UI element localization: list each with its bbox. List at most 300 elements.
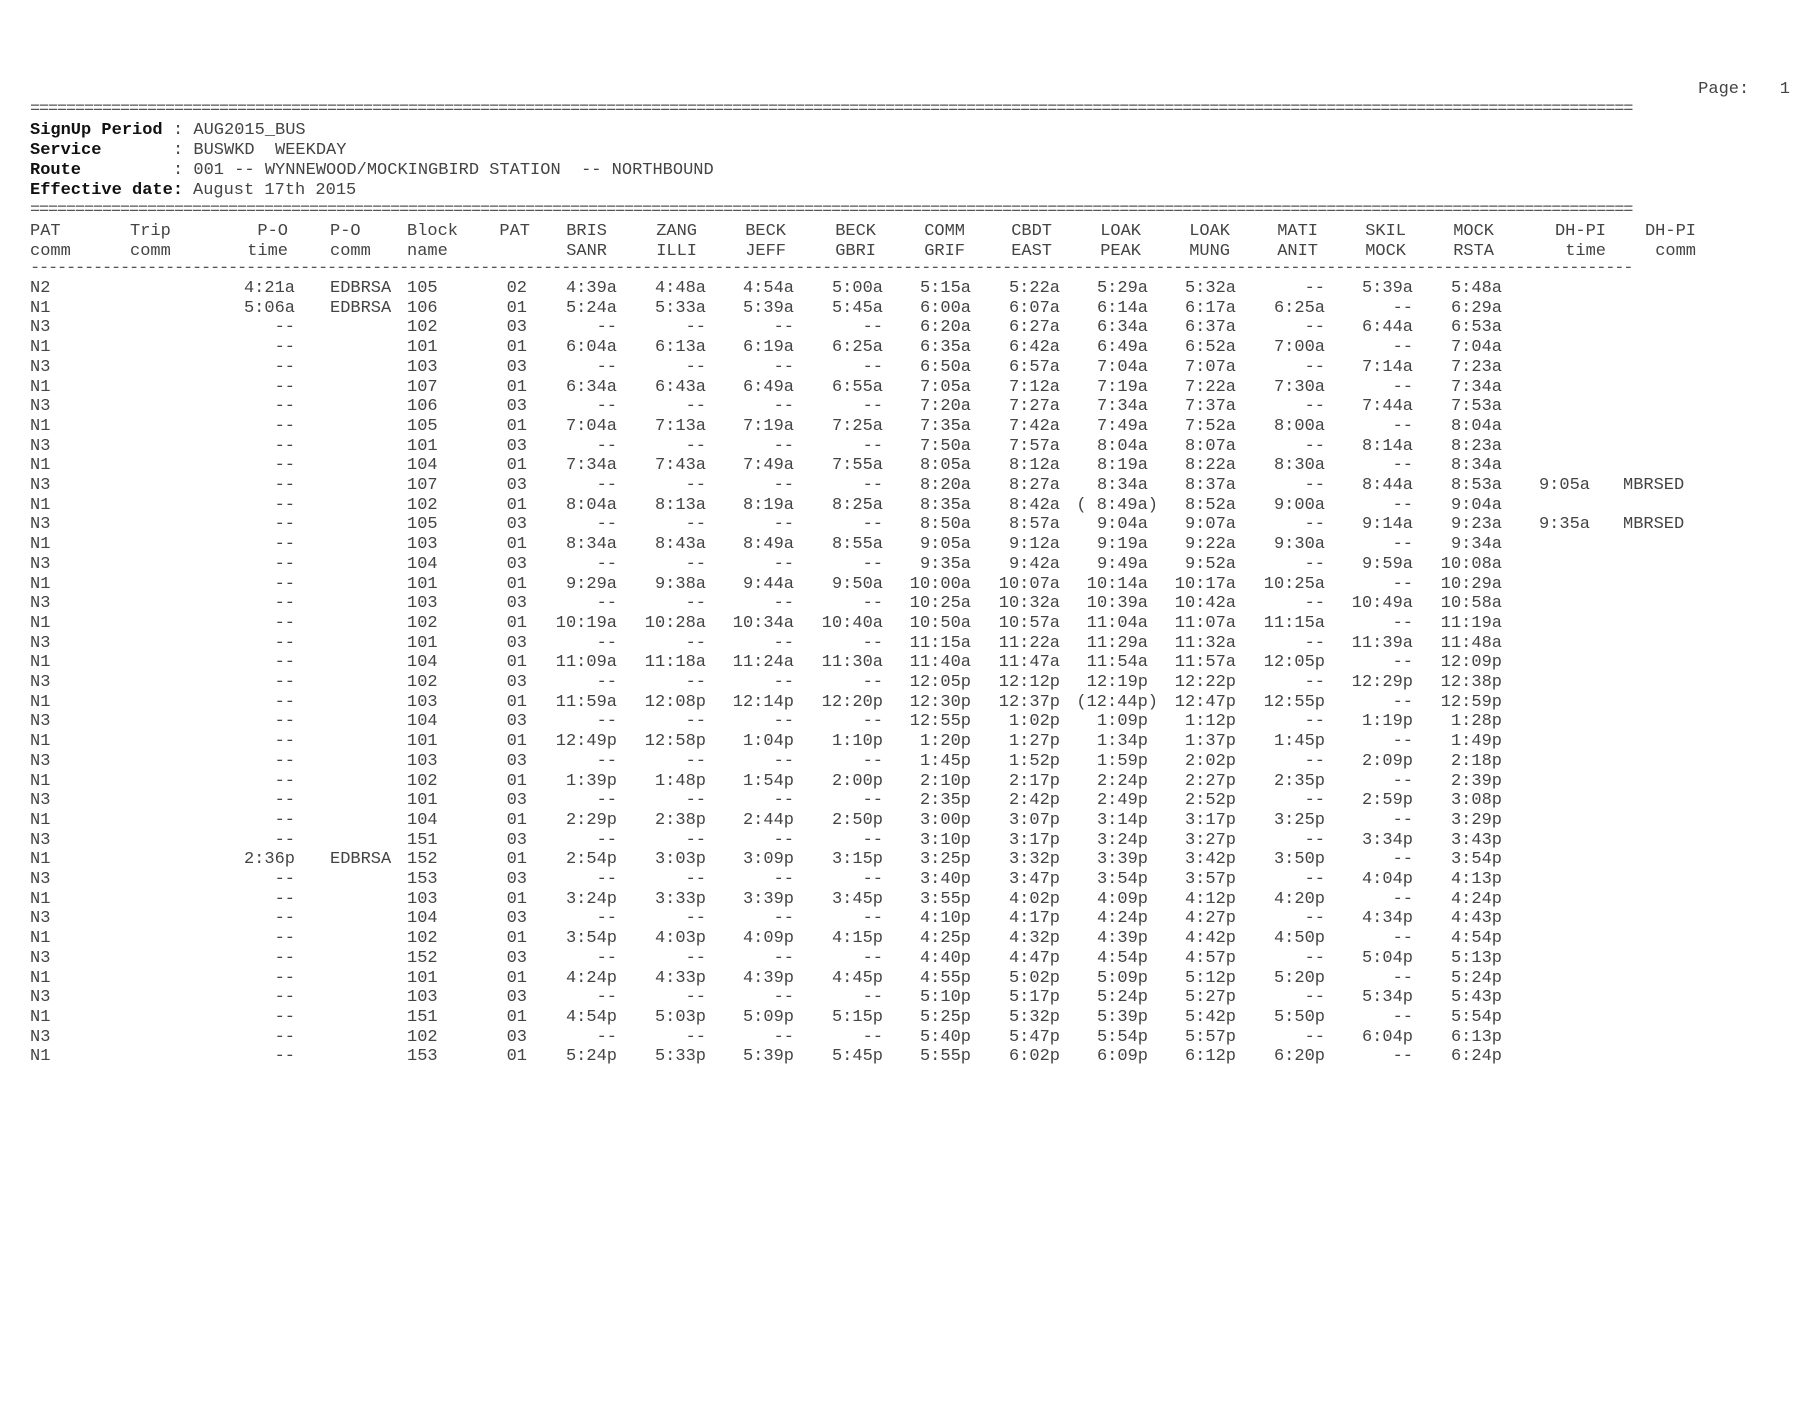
table-cell: 11:04a xyxy=(1086,613,1148,633)
table-cell: 5:57p xyxy=(1184,1027,1236,1047)
table-cell: 7:04a xyxy=(1450,338,1502,358)
table-row xyxy=(0,732,1820,752)
table-cell: 10:17a xyxy=(1174,574,1236,594)
table-cell: 8:04a xyxy=(1450,416,1502,436)
table-cell: 5:55p xyxy=(919,1047,971,1067)
table-cell: 8:07a xyxy=(1184,436,1236,456)
table-cell: 5:48a xyxy=(1450,279,1502,298)
table-cell: -- xyxy=(773,476,794,495)
table-cell: 8:04a xyxy=(565,495,617,515)
table-cell: 10:39a xyxy=(1086,594,1148,614)
table-cell: -- xyxy=(685,436,706,456)
table-cell: -- xyxy=(274,1027,295,1047)
table-cell: 03 xyxy=(506,830,527,850)
table-cell: -- xyxy=(596,948,617,968)
column-header: BECK xyxy=(745,222,786,241)
table-cell: 104 xyxy=(407,456,438,476)
column-header: EAST xyxy=(1011,242,1052,261)
table-cell: N1 xyxy=(30,653,51,673)
table-cell: 12:19p xyxy=(1086,673,1148,692)
table-cell: N3 xyxy=(30,476,51,495)
table-cell: 6:49a xyxy=(1096,338,1148,358)
table-cell: N1 xyxy=(30,456,51,476)
table-cell: 3:32p xyxy=(1008,850,1060,870)
table-row xyxy=(0,929,1820,949)
table-cell: 7:35a xyxy=(919,416,971,436)
table-cell: -- xyxy=(596,751,617,771)
table-cell: N1 xyxy=(30,850,51,870)
table-cell: 12:08p xyxy=(644,692,706,712)
table-cell: -- xyxy=(685,357,706,377)
table-cell: -- xyxy=(1304,554,1325,574)
table-cell: 3:54p xyxy=(1096,870,1148,889)
table-cell: -- xyxy=(274,810,295,830)
column-header: BRIS xyxy=(566,222,607,241)
table-cell: -- xyxy=(596,712,617,732)
table-cell: -- xyxy=(1304,830,1325,850)
table-cell: 7:43a xyxy=(654,456,706,476)
table-cell: 7:04a xyxy=(565,416,617,436)
table-cell: 03 xyxy=(506,476,527,495)
table-cell: 3:57p xyxy=(1184,870,1236,889)
table-cell: 7:52a xyxy=(1184,416,1236,436)
table-row xyxy=(0,969,1820,989)
table-cell: 103 xyxy=(407,988,438,1008)
column-header: GBRI xyxy=(835,242,876,261)
table-cell: 2:18p xyxy=(1450,751,1502,771)
table-cell: -- xyxy=(773,318,794,338)
table-cell: 9:44a xyxy=(742,574,794,594)
column-header: MOCK xyxy=(1365,242,1406,261)
double-rule-mid: ================================================================================================================================================================================== xyxy=(30,201,1633,220)
table-cell: 7:37a xyxy=(1184,397,1236,417)
table-cell: 2:52p xyxy=(1184,791,1236,811)
table-cell: -- xyxy=(596,988,617,1008)
table-cell: 10:28a xyxy=(644,613,706,633)
table-cell: 9:35a xyxy=(919,554,971,574)
table-cell: N1 xyxy=(30,692,51,712)
table-cell: 153 xyxy=(407,870,438,889)
table-cell: -- xyxy=(1304,633,1325,653)
table-cell: 2:44p xyxy=(742,810,794,830)
table-cell: 7:34a xyxy=(1096,397,1148,417)
table-row xyxy=(0,594,1820,614)
table-cell: 5:09p xyxy=(1096,968,1148,988)
table-cell: 1:27p xyxy=(1008,732,1060,752)
table-cell: 103 xyxy=(407,751,438,771)
table-cell: 9:05a xyxy=(1538,476,1590,495)
table-cell: 01 xyxy=(506,810,527,830)
table-cell: 3:55p xyxy=(919,889,971,909)
table-cell: 03 xyxy=(506,870,527,889)
table-cell: -- xyxy=(685,712,706,732)
table-cell: 102 xyxy=(407,673,438,692)
table-row xyxy=(0,811,1820,831)
table-cell: -- xyxy=(274,988,295,1008)
table-row xyxy=(0,1028,1820,1048)
table-cell: N3 xyxy=(30,318,51,338)
table-cell: -- xyxy=(1304,791,1325,811)
table-cell: 4:09p xyxy=(742,929,794,949)
table-row xyxy=(0,378,1820,398)
table-cell: 5:20p xyxy=(1273,968,1325,988)
table-cell: 2:59p xyxy=(1361,791,1413,811)
table-cell: 4:42p xyxy=(1184,929,1236,949)
table-cell: 102 xyxy=(407,495,438,515)
table-cell: N3 xyxy=(30,554,51,574)
table-cell: N1 xyxy=(30,1047,51,1067)
table-cell: 8:14a xyxy=(1361,436,1413,456)
table-cell: 4:40p xyxy=(919,948,971,968)
table-cell: 03 xyxy=(506,673,527,692)
table-cell: 5:42p xyxy=(1184,1007,1236,1027)
table-cell: -- xyxy=(274,338,295,358)
table-cell: 102 xyxy=(407,1027,438,1047)
table-row xyxy=(0,476,1820,496)
table-cell: -- xyxy=(685,948,706,968)
table-cell: -- xyxy=(274,495,295,515)
table-cell: 01 xyxy=(506,653,527,673)
table-cell: N3 xyxy=(30,948,51,968)
table-cell: 5:00a xyxy=(831,279,883,298)
table-cell: 4:24p xyxy=(565,968,617,988)
table-cell: -- xyxy=(862,436,883,456)
table-cell: 10:07a xyxy=(998,574,1060,594)
table-cell: 1:20p xyxy=(919,732,971,752)
table-cell: 3:40p xyxy=(919,870,971,889)
table-cell: 9:42a xyxy=(1008,554,1060,574)
table-cell: 12:49p xyxy=(555,732,617,752)
table-cell: 2:00p xyxy=(831,771,883,791)
table-cell: 5:39p xyxy=(742,1047,794,1067)
table-cell: -- xyxy=(1304,594,1325,614)
table-cell: 3:34p xyxy=(1361,830,1413,850)
table-cell: 8:34a xyxy=(1096,476,1148,495)
table-cell: -- xyxy=(862,751,883,771)
table-cell: N3 xyxy=(30,594,51,614)
table-cell: -- xyxy=(596,870,617,889)
table-cell: 4:12p xyxy=(1184,889,1236,909)
table-cell: -- xyxy=(685,830,706,850)
table-cell: 8:25a xyxy=(831,495,883,515)
table-row xyxy=(0,693,1820,713)
table-row xyxy=(0,850,1820,870)
table-cell: 6:42a xyxy=(1008,338,1060,358)
page-number xyxy=(1698,80,1790,100)
table-cell: N3 xyxy=(30,751,51,771)
table-cell: 02 xyxy=(506,279,527,298)
table-cell: 7:05a xyxy=(919,377,971,397)
table-cell: 5:54p xyxy=(1096,1027,1148,1047)
table-cell: 7:57a xyxy=(1008,436,1060,456)
column-header: Block xyxy=(407,222,459,241)
table-cell: 8:22a xyxy=(1184,456,1236,476)
table-cell: 03 xyxy=(506,948,527,968)
table-cell: 6:13a xyxy=(654,338,706,358)
table-cell: 7:23a xyxy=(1450,357,1502,377)
table-cell: 10:25a xyxy=(909,594,971,614)
table-cell: 01 xyxy=(506,889,527,909)
table-cell: 8:19a xyxy=(1096,456,1148,476)
table-cell: 2:38p xyxy=(654,810,706,830)
table-cell: -- xyxy=(773,633,794,653)
table-cell: 8:30a xyxy=(1273,456,1325,476)
table-cell: -- xyxy=(1304,909,1325,929)
table-cell: -- xyxy=(773,830,794,850)
column-header: LOAK xyxy=(1100,222,1141,241)
table-cell: 7:55a xyxy=(831,456,883,476)
table-cell: N3 xyxy=(30,988,51,1008)
table-cell: 9:07a xyxy=(1184,515,1236,535)
meta-label: Route xyxy=(30,161,82,180)
table-cell: 4:25p xyxy=(919,929,971,949)
table-cell: -- xyxy=(1304,436,1325,456)
table-cell: 2:02p xyxy=(1184,751,1236,771)
table-cell: 8:20a xyxy=(919,476,971,495)
table-cell: -- xyxy=(1392,613,1413,633)
table-cell: 6:49a xyxy=(742,377,794,397)
table-cell: 3:07p xyxy=(1008,810,1060,830)
table-cell: 9:12a xyxy=(1008,535,1060,555)
table-cell: 01 xyxy=(506,692,527,712)
table-cell: 7:13a xyxy=(654,416,706,436)
table-cell: -- xyxy=(773,397,794,417)
table-cell: 11:07a xyxy=(1174,613,1236,633)
table-cell: 1:28p xyxy=(1450,712,1502,732)
table-cell: -- xyxy=(596,318,617,338)
table-cell: EDBRSA xyxy=(330,298,392,318)
table-cell: -- xyxy=(773,436,794,456)
table-cell: 107 xyxy=(407,377,438,397)
table-cell: 8:49a xyxy=(742,535,794,555)
meta-label: Service xyxy=(30,141,102,160)
table-cell: -- xyxy=(862,870,883,889)
table-cell: 5:40p xyxy=(919,1027,971,1047)
table-cell: -- xyxy=(862,554,883,574)
table-cell: 4:45p xyxy=(831,968,883,988)
table-cell: 4:43p xyxy=(1450,909,1502,929)
table-cell: MBRSED xyxy=(1623,515,1685,535)
table-cell: 5:10p xyxy=(919,988,971,1008)
table-cell: -- xyxy=(596,633,617,653)
table-cell: 4:13p xyxy=(1450,870,1502,889)
table-cell: 01 xyxy=(506,535,527,555)
table-cell: -- xyxy=(596,515,617,535)
table-cell: -- xyxy=(274,594,295,614)
table-cell: -- xyxy=(773,988,794,1008)
table-cell: 12:05p xyxy=(1263,653,1325,673)
table-cell: -- xyxy=(1392,968,1413,988)
table-cell: 8:34a xyxy=(1450,456,1502,476)
table-cell: 7:07a xyxy=(1184,357,1236,377)
column-header: P-O xyxy=(330,222,361,241)
meta-value: BUSWKD WEEKDAY xyxy=(193,141,347,160)
table-cell: -- xyxy=(596,673,617,692)
table-cell: -- xyxy=(773,909,794,929)
table-cell: 2:36p xyxy=(243,850,295,870)
table-cell: -- xyxy=(274,948,295,968)
table-cell: 2:42p xyxy=(1008,791,1060,811)
table-cell: N3 xyxy=(30,357,51,377)
table-cell: -- xyxy=(596,909,617,929)
table-cell: 152 xyxy=(407,948,438,968)
table-cell: 10:08a xyxy=(1440,554,1502,574)
table-cell: -- xyxy=(1392,771,1413,791)
meta-value: AUG2015_BUS xyxy=(193,121,306,140)
table-cell: 102 xyxy=(407,929,438,949)
table-cell: 03 xyxy=(506,751,527,771)
table-cell: 6:27a xyxy=(1008,318,1060,338)
table-cell: 6:17a xyxy=(1184,298,1236,318)
table-cell: 2:39p xyxy=(1450,771,1502,791)
table-cell: 8:05a xyxy=(919,456,971,476)
table-cell: -- xyxy=(685,476,706,495)
table-row xyxy=(0,555,1820,575)
table-row xyxy=(0,496,1820,516)
table-cell: -- xyxy=(274,929,295,949)
table-cell: 01 xyxy=(506,495,527,515)
table-cell: 8:35a xyxy=(919,495,971,515)
table-cell: N1 xyxy=(30,377,51,397)
table-cell: -- xyxy=(1392,850,1413,870)
column-header: name xyxy=(407,242,448,261)
table-cell: -- xyxy=(773,515,794,535)
table-cell: 1:09p xyxy=(1096,712,1148,732)
dash-rule: ---------------------------------------------------------------------------------------------------------------------------------------------------------------------------------- xyxy=(30,259,1633,278)
table-cell: 3:39p xyxy=(742,889,794,909)
table-cell: 6:44a xyxy=(1361,318,1413,338)
table-cell: 10:29a xyxy=(1440,574,1502,594)
table-cell: 7:27a xyxy=(1008,397,1060,417)
table-cell: 5:47p xyxy=(1008,1027,1060,1047)
table-cell: 12:37p xyxy=(998,692,1060,712)
table-cell: 9:50a xyxy=(831,574,883,594)
table-cell: 5:27p xyxy=(1184,988,1236,1008)
column-header: LOAK xyxy=(1189,222,1230,241)
table-cell: 10:40a xyxy=(821,613,883,633)
table-cell: 107 xyxy=(407,476,438,495)
table-cell: -- xyxy=(1304,751,1325,771)
table-cell: -- xyxy=(1304,515,1325,535)
table-cell: 8:13a xyxy=(654,495,706,515)
table-cell: 1:04p xyxy=(742,732,794,752)
table-cell: 1:45p xyxy=(919,751,971,771)
table-cell: 12:09p xyxy=(1440,653,1502,673)
table-cell: N3 xyxy=(30,909,51,929)
table-cell: 5:33a xyxy=(654,298,706,318)
table-cell: 01 xyxy=(506,377,527,397)
table-cell: 5:15p xyxy=(831,1007,883,1027)
table-cell: -- xyxy=(773,712,794,732)
table-cell: 5:24p xyxy=(1096,988,1148,1008)
table-cell: 5:13p xyxy=(1450,948,1502,968)
table-cell: -- xyxy=(773,554,794,574)
table-cell: 101 xyxy=(407,338,438,358)
column-header: JEFF xyxy=(745,242,786,261)
table-row xyxy=(0,673,1820,693)
table-cell: 3:17p xyxy=(1008,830,1060,850)
table-cell: 5:54p xyxy=(1450,1007,1502,1027)
table-cell: 101 xyxy=(407,574,438,594)
column-header: CBDT xyxy=(1011,222,1052,241)
table-row xyxy=(0,1008,1820,1028)
table-cell: 151 xyxy=(407,830,438,850)
table-cell: -- xyxy=(773,1027,794,1047)
table-cell: 11:19a xyxy=(1440,613,1502,633)
table-cell: 01 xyxy=(506,1007,527,1027)
table-cell: 8:50a xyxy=(919,515,971,535)
table-row xyxy=(0,299,1820,319)
table-cell: 5:43p xyxy=(1450,988,1502,1008)
table-cell: 10:58a xyxy=(1440,594,1502,614)
table-cell: 12:14p xyxy=(732,692,794,712)
table-cell: 5:02p xyxy=(1008,968,1060,988)
table-cell: 5:06a xyxy=(243,298,295,318)
table-cell: 4:15p xyxy=(831,929,883,949)
table-cell: 6:52a xyxy=(1184,338,1236,358)
meta-value: August 17th 2015 xyxy=(193,181,357,200)
table-cell: 102 xyxy=(407,771,438,791)
table-cell: 7:19a xyxy=(742,416,794,436)
table-cell: N2 xyxy=(30,279,51,298)
table-cell: 8:37a xyxy=(1184,476,1236,495)
table-cell: 4:24p xyxy=(1450,889,1502,909)
table-cell: 03 xyxy=(506,594,527,614)
table-cell: -- xyxy=(862,633,883,653)
table-cell: -- xyxy=(1392,535,1413,555)
table-cell: -- xyxy=(596,357,617,377)
table-cell: 11:18a xyxy=(644,653,706,673)
table-cell: 03 xyxy=(506,357,527,377)
table-cell: 11:47a xyxy=(998,653,1060,673)
table-row xyxy=(0,338,1820,358)
table-cell: 5:25p xyxy=(919,1007,971,1027)
table-cell: N3 xyxy=(30,397,51,417)
table-cell: -- xyxy=(274,870,295,889)
table-cell: -- xyxy=(685,318,706,338)
table-cell: 9:49a xyxy=(1096,554,1148,574)
table-cell: 01 xyxy=(506,613,527,633)
table-cell: -- xyxy=(1392,1047,1413,1067)
table-cell: 8:34a xyxy=(565,535,617,555)
table-cell: 3:42p xyxy=(1184,850,1236,870)
table-cell: 8:53a xyxy=(1450,476,1502,495)
table-cell: 4:33p xyxy=(654,968,706,988)
table-cell: -- xyxy=(773,870,794,889)
table-cell: 2:49p xyxy=(1096,791,1148,811)
table-cell: 8:55a xyxy=(831,535,883,555)
table-cell: 7:22a xyxy=(1184,377,1236,397)
table-cell: -- xyxy=(685,988,706,1008)
table-cell: 7:00a xyxy=(1273,338,1325,358)
table-cell: 01 xyxy=(506,298,527,318)
table-cell: MBRSED xyxy=(1623,476,1685,495)
table-cell: -- xyxy=(1304,279,1325,298)
table-cell: 12:22p xyxy=(1174,673,1236,692)
table-cell: -- xyxy=(274,554,295,574)
table-cell: -- xyxy=(685,633,706,653)
table-cell: 103 xyxy=(407,594,438,614)
column-header: DH-PI xyxy=(1554,222,1606,241)
table-row xyxy=(0,949,1820,969)
table-cell: N3 xyxy=(30,1027,51,1047)
table-cell: -- xyxy=(274,456,295,476)
table-cell: 103 xyxy=(407,535,438,555)
table-cell: EDBRSA xyxy=(330,850,392,870)
table-cell: -- xyxy=(274,791,295,811)
table-cell: 12:55p xyxy=(909,712,971,732)
table-cell: 11:59a xyxy=(555,692,617,712)
